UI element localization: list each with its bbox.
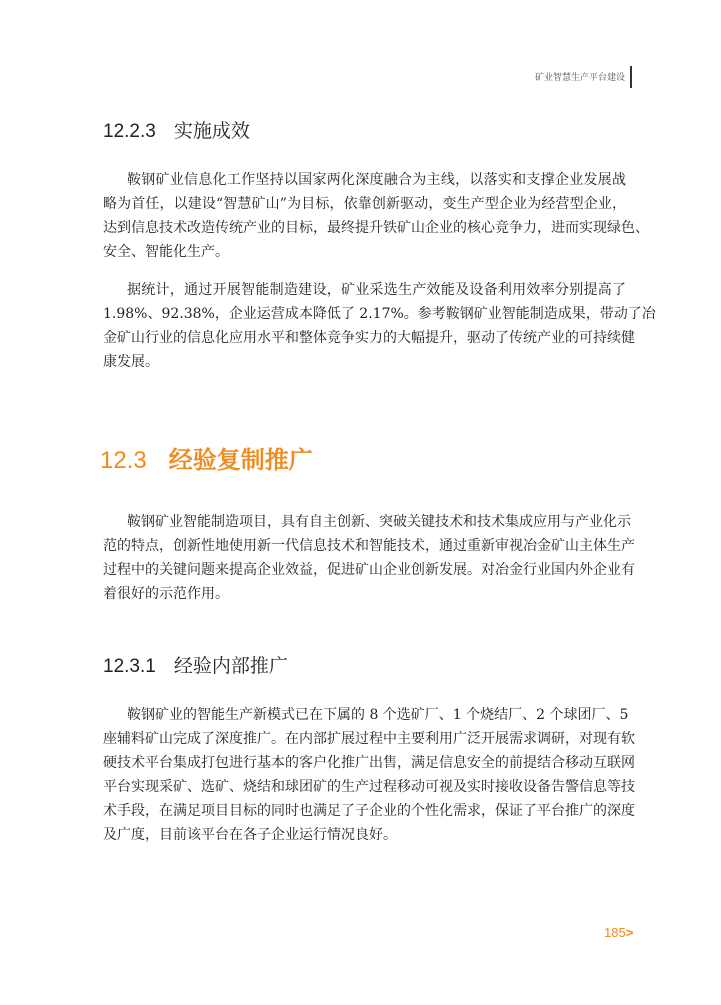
text-line: 达到信息技术改造传统产业的目标，最终提升铁矿山企业的核心竞争力，进而实现绿色、 bbox=[103, 220, 649, 236]
paragraph bbox=[103, 278, 656, 374]
text-line: 过程中的关键问题来提高企业效益，促进矿山企业创新发展。对冶金行业国内外企业有 bbox=[103, 562, 635, 578]
text-line: 鞍钢矿业的智能生产新模式已在下属的 8 个选矿厂、1 个烧结厂、2 个球团厂、5 bbox=[127, 707, 629, 723]
text-line: 着很好的示范作用。 bbox=[103, 586, 229, 602]
paragraph bbox=[103, 168, 649, 264]
text-line: 座辅料矿山完成了深度推广。在内部扩展过程中主要利用广泛开展需求调研，对现有软 bbox=[103, 731, 635, 747]
section-heading-12-2-3 bbox=[103, 116, 250, 143]
section-number: 12.3.1 bbox=[103, 656, 156, 677]
text-line: 1.98%、92.38%，企业运营成本降低了 2.17%。参考鞍钢矿业智能制造成果，带动了冶 bbox=[103, 306, 656, 322]
paragraph bbox=[103, 510, 635, 606]
text-line: 鞍钢矿业智能制造项目，具有自主创新、突破关键技术和技术集成应用与产业化示 bbox=[127, 514, 631, 530]
section-title: 经验复制推广 bbox=[168, 447, 313, 474]
text-line: 范的特点，创新性地使用新一代信息技术和智能技术，通过重新审视冶金矿山主体生产 bbox=[103, 538, 635, 554]
text-line: 据统计，通过开展智能制造建设，矿业采选生产效能及设备利用效率分别提高了 bbox=[127, 282, 626, 298]
section-heading-12-3 bbox=[100, 440, 313, 475]
text-line: 硬技术平台集成打包进行基本的客户化推广出售，满足信息安全的前提结合移动互联网 bbox=[103, 755, 635, 771]
text-line: 略为首任，以建设“智慧矿山”为目标，依靠创新驱动，变生产型企业为经营型企业， bbox=[103, 196, 626, 212]
header-divider bbox=[630, 66, 632, 88]
text-line: 平台实现采矿、选矿、烧结和球团矿的生产过程移动可视及实时接收设备告警信息等技 bbox=[103, 779, 635, 795]
running-title: 矿业智慧生产平台建设 bbox=[534, 73, 625, 83]
paragraph bbox=[103, 703, 635, 847]
page-arrow-icon: > bbox=[625, 925, 634, 940]
section-title: 经验内部推广 bbox=[173, 656, 288, 677]
text-line: 康发展。 bbox=[103, 354, 159, 370]
page-number-value: 185 bbox=[604, 925, 626, 940]
page-number bbox=[604, 925, 633, 940]
text-line: 安全、智能化生产。 bbox=[103, 244, 229, 260]
section-title: 实施成效 bbox=[173, 121, 250, 142]
section-number: 12.2.3 bbox=[103, 121, 156, 142]
text-line: 术手段，在满足项目目标的同时也满足了子企业的个性化需求，保证了平台推广的深度 bbox=[103, 803, 635, 819]
section-heading-12-3-1 bbox=[103, 651, 288, 678]
text-line: 鞍钢矿业信息化工作坚持以国家两化深度融合为主线，以落实和支撑企业发展战 bbox=[127, 172, 626, 188]
text-line: 及广度，目前该平台在各子企业运行情况良好。 bbox=[103, 827, 397, 843]
section-number: 12.3 bbox=[100, 447, 147, 474]
text-line: 金矿山行业的信息化应用水平和整体竞争实力的大幅提升，驱动了传统产业的可持续健 bbox=[103, 330, 635, 346]
